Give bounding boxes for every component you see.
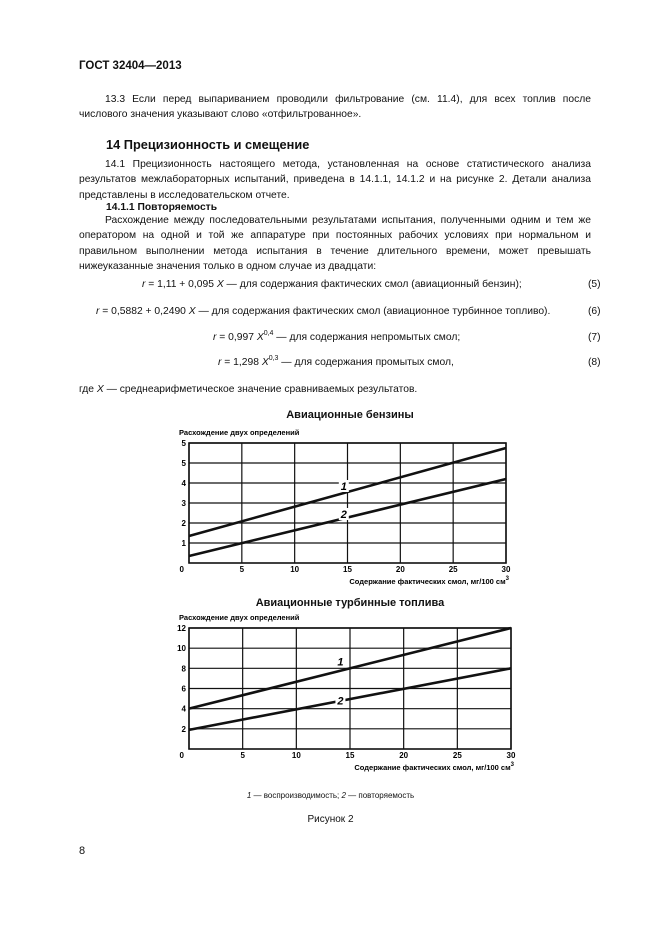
chart-1-x-tick-label: 5 [239, 565, 245, 574]
chart-aviation-gasoline [179, 428, 511, 586]
chart-2-y-tick-label: 2 [181, 724, 186, 734]
chart-1-x-axis-label-superscript: 3 [505, 576, 509, 582]
chart-1-x-tick-label: 30 [501, 565, 511, 574]
chart-2-x-tick-label: 0 [179, 751, 184, 760]
chart-1-x-tick-label: 25 [448, 565, 458, 574]
chart-2-y-tick-label: 10 [177, 644, 186, 654]
chart-2-y-tick-label: 8 [181, 664, 186, 674]
chart-1-y-tick-label: 5 [181, 459, 186, 468]
chart-1-y-tick-label: 3 [181, 499, 186, 508]
where-variable: X [96, 384, 104, 395]
chart-2-y-axis-label: Расхождение двух определений [179, 613, 300, 622]
chart-1-y-tick-label: 2 [181, 519, 186, 528]
formula-5-symbol: r [142, 279, 146, 290]
chart-1-y-tick-label: 5 [181, 439, 186, 448]
formula-5-variable: X [216, 279, 224, 290]
where-text: — среднеарифметическое значение сравниваемых результатов. [103, 384, 418, 395]
figure-caption: Рисунок 2 [307, 814, 354, 825]
formula-7-number: (7) [588, 332, 601, 343]
formula-8-variable: X [261, 357, 269, 368]
formula-8-expression: = 1,298 [221, 357, 262, 368]
chart-2-x-tick-label: 15 [345, 751, 355, 760]
formula-8-exponent: 0,3 [268, 355, 279, 362]
chart-1-x-tick-label: 15 [343, 565, 352, 574]
chart-2-y-tick-label: 4 [181, 704, 186, 714]
section-heading-14: 14 Прецизионность и смещение [106, 137, 310, 152]
chart-aviation-turbine-fuel [177, 613, 516, 772]
where-lead: где [79, 384, 97, 395]
formula-5-description: — для содержания фактических смол (авиационный бензин); [223, 279, 522, 290]
page-number: 8 [79, 845, 86, 857]
formula-6-symbol: r [96, 306, 100, 317]
chart-2-x-tick-label: 10 [291, 751, 301, 760]
chart-2-x-tick-label: 20 [399, 751, 409, 760]
formula-6-expression: = 0,5882 + 0,2490 [99, 306, 189, 317]
formula-8-symbol: r [218, 357, 222, 368]
legend-series-2-number: 2 [341, 791, 346, 800]
legend-series-1-number: 1 [246, 791, 252, 800]
document-code: ГОСТ 32404—2013 [79, 60, 182, 72]
chart-1-title: Авиационные бензины [286, 409, 414, 421]
formula-7-exponent: 0,4 [263, 330, 274, 337]
chart-1-y-axis-label: Расхождение двух определений [179, 428, 300, 437]
formula-7-symbol: r [213, 332, 217, 343]
formula-7-expression: = 0,997 [216, 332, 257, 343]
paragraph-repeatability: Расхождение между последовательными результатами испытания, полученными одним и тем же оператором на одной и той же аппаратуре при постоянных рабочих условиях при нормальном и правильном выполнении метода испытания в течение длительного времени, может превышать нижеуказанные значения только в одном случае из двадцати: [79, 215, 591, 273]
chart-1-series-2-label: 2 [340, 509, 347, 521]
formula-6-number: (6) [588, 306, 601, 317]
formula-7-description: — для содержания непромытых смол; [273, 332, 461, 343]
chart-2-x-tick-label: 25 [452, 751, 462, 760]
subsection-heading-14-1-1: 14.1.1 Повторяемость [106, 202, 218, 213]
chart-2-y-tick-label: 6 [181, 684, 186, 694]
chart-2-series-1-label: 1 [337, 656, 344, 669]
chart-2-x-tick-label: 5 [240, 751, 245, 760]
legend-series-2-text: — повторяемость [345, 791, 415, 800]
formula-8-number: (8) [588, 357, 601, 368]
formula-5-number: (5) [588, 279, 601, 290]
chart-1-x-tick-label: 10 [290, 565, 300, 574]
chart-2-x-tick-label: 30 [506, 751, 516, 760]
formula-5-expression: = 1,11 + 0,095 [145, 279, 217, 290]
chart-1-x-tick-label: 0 [179, 565, 184, 574]
chart-2-series-2-label: 2 [337, 695, 344, 708]
figure-legend [0, 791, 661, 800]
chart-2-x-axis-label: Содержание фактических смол, мг/100 $см^3$ [354, 762, 514, 772]
paragraph-14-1: 14.1 Прецизионность настоящего метода, установленная на основе статистического анализа результатов межлабораторных испытаний, приведена в 14.1.1, 14.1.2 и на рисунке 2. Детали анализа представлены в исследовательском отчете. [79, 159, 591, 201]
chart-1-x-tick-label: 20 [395, 565, 405, 574]
formula-7-variable: X [256, 332, 264, 343]
formula-6-variable: X [188, 306, 196, 317]
legend-series-1-text: — воспроизводимость; [251, 791, 342, 800]
chart-1-y-tick-label: 1 [181, 539, 186, 548]
chart-1-x-axis-label: Содержание фактических смол, мг/100 $см^3$ [349, 576, 509, 586]
chart-1-series-1-label: 1 [340, 481, 347, 493]
chart-2-x-axis-label-superscript: 3 [510, 762, 514, 768]
paragraph-13-3: 13.3 Если перед выпариванием проводили фильтрование (см. 11.4), для всех топлив после числового значения указывают слово «отфильтрованное». [79, 94, 591, 121]
chart-2-y-tick-label: 12 [177, 624, 186, 633]
chart-1-y-tick-label: 4 [181, 479, 186, 488]
formula-8-description: — для содержания промытых смол, [278, 357, 454, 368]
chart-2-title: Авиационные турбинные топлива [255, 597, 445, 609]
formula-6-description: — для содержания фактических смол (авиационное турбинное топливо). [195, 306, 551, 317]
